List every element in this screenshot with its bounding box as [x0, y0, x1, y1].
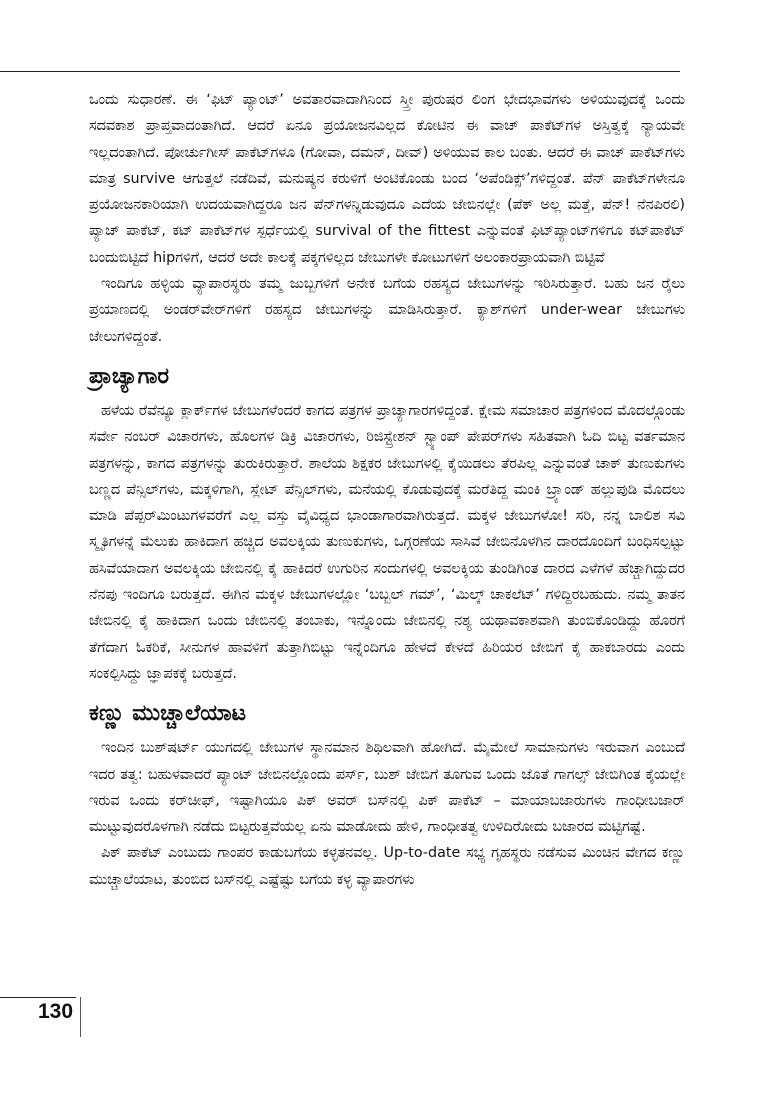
section-heading-hide-and-seek: ಕಣ್ಣು ಮುಚ್ಚಾಲೆಯಾಟ: [89, 701, 246, 727]
page-number: 130: [38, 1000, 74, 1023]
paragraph-4: ಇಂದಿನ ಬುಶ್‌ಷರ್ಟ್ ಯುಗದಲ್ಲಿ ಜೇಬುಗಳ ಸ್ಥಾನಮಾನ ಶಿಥಿಲವಾಗಿ ಹೋಗಿದೆ. ಮೈಮೇಲೆ ಸಾಮಾನುಗಳು ಇರುವಾಗ ಎಂಬುದೆ ಇದರ ತತ್ವ: ಬಹುಳವಾದರೆ ಪ್ಯಾಂಟ್ ಜೇಬಿನಲ್ಲೊಂದು ಪರ್ಸ್, ಬುಶ್ ಜೇಬಿಗೆ ತೂಗುವ ಒಂದು ಜೊತೆ ಗಾಗಲ್ಸ್ ಜೇಬಿಗಿಂತ ಕೈಯಲ್ಲೇ ಇರುವ ಒಂದು ಕರ್‌ಚೀಫ್, ಇಷ್ಟಾಗಿಯೂ ಪಿಕ್ ಅವರ್ ಬಸ್‌ನಲ್ಲಿ ಪಿಕ್ ಪಾಕೆಟ್ – ಮಾಯಾಬಜಾರುಗಳು ಗಾಂಧೀಬಜಾರ್ ಮುಟ್ಟುವುದರೊಳಗಾಗಿ ನಡೆದು ಬಿಟ್ಟರುತ್ತವೆಯಲ್ಲ ಏನು ಮಾಡೋದು ಹೇಳಿ, ಗಾಂಧೀತತ್ವ ಉಳಿದಿರೋದು ಬಜಾರದ ಮಟ್ಟಿಗಷ್ಟೆ.: [89, 740, 685, 836]
footer-rule: [0, 997, 76, 998]
footer-divider: [80, 997, 81, 1037]
section-heading-archive: ಪ್ರಾಚ್ಯಾಗಾರ: [89, 363, 169, 389]
paragraph-5: ಪಿಕ್ ಪಾಕೆಟ್ ಎಂಬುದು ಗಾಂಪರ ಕಾಡುಬಗೆಯ ಕಳ್ಳತನವಲ್ಲ. Up-to-date ಸಭ್ಯ ಗೃಹಸ್ಥರು ನಡೆಸುವ ಮಿಂಚಿನ ವೇಗದ ಕಣ್ಣು ಮುಚ್ಚಾಲೆಯಾಟ, ತುಂಬಿದ ಬಸ್‌ನಲ್ಲಿ ಎಷ್ಟೆಷ್ಟು ಬಗೆಯ ಕಳ್ಳ ವ್ಯಾಪಾರಗಳು: [89, 845, 685, 888]
paragraph-2: ಇಂದಿಗೂ ಹಳ್ಳಿಯ ವ್ಯಾಪಾರಸ್ಥರು ತಮ್ಮ ಜುಬ್ಬಗಳಿಗೆ ಅನೇಕ ಬಗೆಯ ರಹಸ್ಯದ ಜೇಬುಗಳನ್ನು ಇರಿಸಿರುತ್ತಾರೆ. ಬಹು ಜನ ರೈಲು ಪ್ರಯಾಣದಲ್ಲಿ ಅಂಡರ್‌ವೇರ್‌ಗಳಿಗೆ ರಹಸ್ಯದ ಜೇಬುಗಳನ್ನು ಮಾಡಿಸಿರುತ್ತಾರೆ. ಕ್ಯಾಶ್‌ಗಳಿಗೆ under-wear ಜೇಬುಗಳು ಜೇಲುಗಳಿದ್ದಂತೆ.: [89, 276, 685, 345]
page-body: [89, 87, 685, 893]
top-rule: [0, 71, 680, 72]
paragraph-3: ಹಳೆಯ ರೆವೆನ್ಯೂ ಕ್ಲಾರ್ಕ್‌ಗಳ ಜೇಬುಗಳೆಂದರೆ ಕಾಗದ ಪತ್ರಗಳ ಪ್ರಾಚ್ಯಾಗಾರಗಳಿದ್ದಂತೆ. ಕ್ಷೇಮ ಸಮಾಚಾರ ಪತ್ರಗಳಿಂದ ಮೊದಲ್ಗೊಂಡು ಸರ್ವೇ ನಂಬರ್ ವಿಚಾರಗಳು, ಹೊಲಗಳ ಡಿಕ್ರಿ ವಿಚಾರಗಳು, ರಿಜಿಸ್ಟ್ರೇಶನ್ ಸ್ಟ್ಯಾಂಪ್ ಪೇಪರ್‌ಗಳು ಸಹಿತವಾಗಿ ಓದಿ ಬಿಟ್ಟ ವರ್ತಮಾನ ಪತ್ರಗಳನ್ನು, ಕಾಗದ ಪತ್ರಗಳನ್ನು ತುರುಕಿರುತ್ತಾರೆ. ಶಾಲೆಯ ಶಿಕ್ಷಕರ ಜೇಬುಗಳಲ್ಲಿ ಕೈಯಿಡಲು ತೆರಪಿಲ್ಲ ಎನ್ನುವಂತೆ ಚಾಕ್ ತುಣುಕುಗಳು ಬಣ್ಣದ ಪೆನ್ಸಿಲ್‌ಗಳು, ಮಕ್ಕಳಿಗಾಗಿ, ಸ್ಲೇಟ್ ಪೆನ್ಸಿಲ್‌ಗಳು, ಮನೆಯಲ್ಲಿ ಕೊಡುವುದಕ್ಕೆ ಮರೆತಿದ್ದ ಮಂಕಿ ಬ್ರ್ಯಾಂಡ್ ಹಲ್ಲುಪುಡಿ ಮೊದಲು ಮಾಡಿ ಪೆಪ್ಪರ್‌ಮಿಂಟುಗಳವರೆಗೆ ಎಲ್ಲ ವಸ್ತು ವೈವಿಧ್ಯದ ಭಾಂಡಾಗಾರವಾಗಿರುತ್ತದೆ. ಮಕ್ಕಳ ಜೇಬುಗಳೋ! ಸರಿ, ನನ್ನ ಬಾಲಿಶ ಸವಿ ಸ್ಮೃತಿಗಳನ್ನೆ ಮೆಲುಕು ಹಾಕಿದಾಗ ಹಚ್ಚಿದ ಅವಲಕ್ಕಿಯ ತುಣುಕುಗಳು, ಒಗ್ಗರಣೆಯ ಸಾಸಿವೆ ಜೇಬಿನೊಳಗಿನ ದಾರದೊಂದಿಗೆ ಬಂಧಿಸಲ್ಪಟ್ಟು ಹಸಿವೆಯಾದಾಗ ಅವಲಕ್ಕಿಯ ಜೇಬಿನಲ್ಲಿ ಕೈ ಹಾಕಿದರೆ ಉಗುರಿನ ಸಂದುಗಳಲ್ಲಿ ಅವಲಕ್ಕಿಯ ತುಂಡಿಗಿಂತ ದಾರದ ಎಳೆಗಳೆ ಹೆಚ್ಚಾಗಿದ್ದುದರ ನೆನಪು ಇಂದಿಗೂ ಬರುತ್ತದೆ. ಈಗಿನ ಮಕ್ಕಳ ಜೇಬುಗಳಲ್ಲೋ ‘ಬಬ್ಬಲ್ ಗಮ್’, ‘ಮಿಲ್ಕ್ ಚಾಕಲೆಟ್’ ಗಳಿದ್ದಿರಬಹುದು. ನಮ್ಮ ತಾತನ ಜೇಬಿನಲ್ಲಿ ಕೈ ಹಾಕಿದಾಗ ಒಂದು ಜೇಬಿನಲ್ಲಿ ತಂಬಾಕು, ಇನ್ನೊಂದು ಜೇಬಿನಲ್ಲಿ ನಶ್ಯ ಯಥಾವಕಾಶವಾಗಿ ತುಂಬಿಕೊಂಡಿದ್ದು ಹೊರಗೆ ತೆಗೆದಾಗ ಓಕರಿಕೆ, ಸೀನುಗಳ ಹಾವಳಿಗೆ ತುತ್ತಾಗಿಬಿಟ್ಟು ಇನ್ನೆಂದಿಗೂ ಹೇಳದೆ ಕೇಳದೆ ಹಿರಿಯರ ಜೇಬಿಗೆ ಕೈ ಹಾಕಬಾರದು ಎಂದು ಸಂಕಲ್ಪಿಸಿದ್ದು ಜ್ಞಾಪಕಕ್ಕೆ ಬರುತ್ತದೆ.: [89, 402, 685, 682]
paragraph-1: ಒಂದು ಸುಧಾರಣೆ. ಈ ‘ಫಿಟ್ ಪ್ಯಾಂಟ್’ ಅವತಾರವಾದಾಗಿನಿಂದ ಸ್ತ್ರೀ ಪುರುಷರ ಲಿಂಗ ಭೇದಭಾವಗಳು ಅಳಿಯುವುದಕ್ಕೆ ಒಂದು ಸದವಕಾಶ ಪ್ರಾಪ್ತವಾದಂತಾಗಿದೆ. ಆದರೆ ಏನೂ ಪ್ರಯೋಜನವಿಲ್ಲದ ಕೋಟಿನ ಈ ವಾಚ್ ಪಾಕೆಟ್‌ಗಳ ಅಸ್ತಿತ್ವಕ್ಕೆ ನ್ಯಾಯವೇ ಇಲ್ಲದಂತಾಗಿದೆ. ಪೋರ್ಚುಗೀಸ್ ಪಾಕೆಟ್‌ಗಳೂ (ಗೋವಾ, ದಮನ್, ದೀವ್) ಅಳಿಯುವ ಕಾಲ ಬಂತು. ಆದರೆ ಈ ವಾಚ್ ಪಾಕೆಟ್‌ಗಳು ಮಾತ್ರ survive ಆಗುತ್ತಲೆ ನಡೆದಿವೆ, ಮನುಷ್ಯನ ಕರುಳಿಗೆ ಅಂಟಿಕೊಂಡು ಬಂದ ‘ಅಪೆಂಡಿಕ್ಸ್’ಗಳಿದ್ದಂತೆ. ಪೆನ್ ಪಾಕೆಟ್‌ಗಳೇನೂ ಪ್ರಯೋಜನಕಾರಿಯಾಗಿ ಉದಯವಾಗಿದ್ದರೂ ಜನ ಪೆನ್‌ಗಳನ್ನಿಡುವುದೂ ಎದೆಯ ಜೇಬಿನಲ್ಲೇ (ಪೆಕ್ ಅಲ್ಲ ಮತ್ತೆ, ಪೆನ್! ನೆನಪಿರಲಿ) ಪ್ಯಾಚ್ ಪಾಕೆಟ್, ಕಟ್ ಪಾಕೆಟ್‌ಗಳ ಸ್ಪರ್ಧೆಯಲ್ಲಿ survival of the fittest ಎನ್ನುವಂತೆ ಫಿಟ್‌ಪ್ಯಾಂಟ್‌ಗಳಿಗೂ ಕಟ್‌ಪಾಕೆಟ್ ಬಂದುಬಿಟ್ಟಿದೆ hipಗಳಿಗೆ, ಆದರೆ ಅದೇ ಕಾಲಕ್ಕೆ ಪಕ್ಕಗಳಿಲ್ಲದ ಜೇಬುಗಳೇ ಕೋಟುಗಳಿಗೆ ಅಲಂಕಾರಪ್ರಾಯವಾಗಿ ಬಿಟ್ಟಿವೆ: [89, 92, 685, 266]
